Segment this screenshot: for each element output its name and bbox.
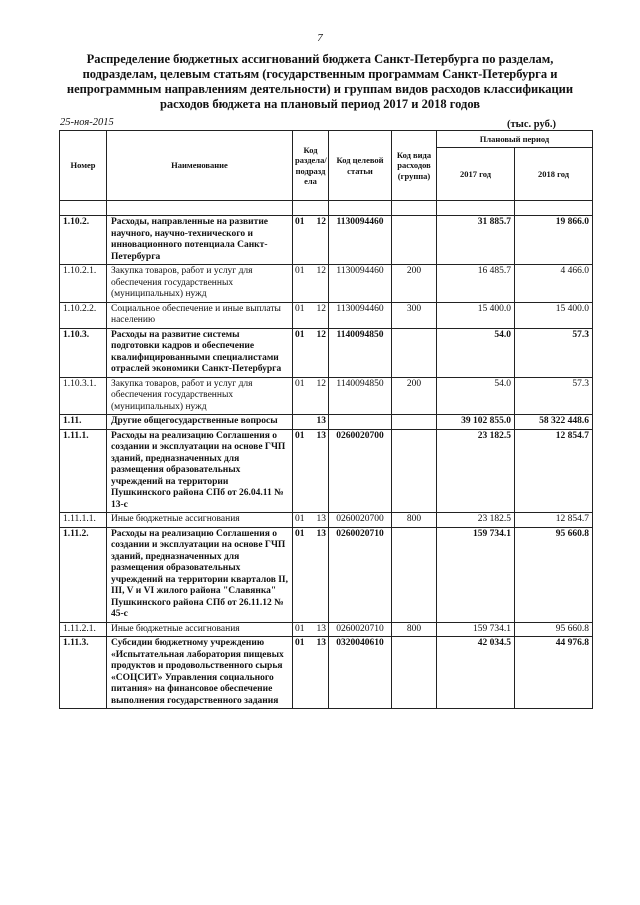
row-2017: 159 734.1 (437, 527, 515, 622)
row-number: 1.10.3.1. (60, 377, 107, 415)
row-razdel (293, 527, 329, 622)
row-vid (392, 415, 437, 430)
row-2018: 95 660.8 (515, 527, 593, 622)
row-name: Другие общегосударственные вопросы (107, 415, 293, 430)
row-stat: 1140094850 (329, 377, 392, 415)
row-razdel-code: 01 (295, 623, 305, 634)
header-vid: Код вида расходов (группа) (392, 131, 437, 201)
row-vid: 800 (392, 622, 437, 637)
row-stat (329, 415, 392, 430)
row-razdel (293, 216, 329, 265)
row-2018: 95 660.8 (515, 622, 593, 637)
row-vid (392, 328, 437, 377)
row-2018: 44 976.8 (515, 637, 593, 709)
row-name: Расходы на реализацию Соглашения о создании и эксплуатации на основе ГЧП зданий, предназначенных для размещения образовательных учреждений на территории Пушкинского района СПб от 26.04.11 № 13-с (107, 429, 293, 513)
row-stat: 0260020710 (329, 527, 392, 622)
row-2018: 19 866.0 (515, 216, 593, 265)
row-name: Расходы, направленные на развитие научного, научно-технического и инновационного потенциала Санкт-Петербурга (107, 216, 293, 265)
row-stat: 1130094460 (329, 265, 392, 303)
header-number: Номер (60, 131, 107, 201)
row-podrazdel-code: 13 (316, 416, 326, 426)
row-number: 1.11.1.1. (60, 513, 107, 528)
row-podrazdel-code: 12 (316, 266, 326, 276)
table-row (60, 429, 593, 513)
row-2017: 23 182.5 (437, 429, 515, 513)
row-razdel-code: 01 (295, 303, 305, 314)
row-vid (392, 637, 437, 709)
row-razdel (293, 513, 329, 528)
table-row (60, 527, 593, 622)
row-2017: 16 485.7 (437, 265, 515, 303)
row-name: Субсидии бюджетному учреждению «Испытательная лаборатория пищевых продуктов и продовольственного сырья «СОЦСИТ» Управления социального питания» на финансовое обеспечение выполнения государственного задания (107, 637, 293, 709)
row-razdel-code: 01 (295, 378, 305, 389)
row-number: 1.10.2.2. (60, 302, 107, 328)
table-row (60, 415, 593, 430)
row-stat: 1130094460 (329, 302, 392, 328)
document-date: 25-ноя-2015 (60, 117, 114, 128)
row-razdel-code: 01 (295, 528, 305, 539)
row-name: Расходы на развитие системы подготовки кадров и обеспечение квалифицированными специалистами отраслей экономики Санкт-Петербурга (107, 328, 293, 377)
table-row (60, 622, 593, 637)
row-number: 1.11. (60, 415, 107, 430)
row-podrazdel-code: 13 (316, 514, 326, 524)
row-razdel-code: 01 (295, 217, 305, 227)
row-2017: 159 734.1 (437, 622, 515, 637)
row-number: 1.11.1. (60, 429, 107, 513)
header-2018: 2018 год (515, 148, 593, 201)
row-2017: 39 102 855.0 (437, 415, 515, 430)
row-number: 1.10.3. (60, 328, 107, 377)
row-podrazdel-code: 13 (316, 430, 326, 441)
row-razdel (293, 265, 329, 303)
row-vid: 800 (392, 513, 437, 528)
row-razdel-code: 01 (295, 430, 305, 441)
row-stat: 0260020700 (329, 513, 392, 528)
table-row (60, 637, 593, 709)
table-row (60, 302, 593, 328)
row-stat: 0260020700 (329, 429, 392, 513)
row-name: Закупка товаров, работ и услуг для обеспечения государственных (муниципальных) нужд (107, 265, 293, 303)
row-name: Иные бюджетные ассигнования (107, 513, 293, 528)
row-razdel-code: 01 (295, 329, 305, 340)
row-2018: 57.3 (515, 328, 593, 377)
row-2017: 31 885.7 (437, 216, 515, 265)
document-title: Распределение бюджетных ассигнований бюджета Санкт-Петербурга по разделам, подразделам, целевым статьям (государственным программам Санкт-Петербурга и непрограммным направлениям деятельности) и группам видов расходов классификации расходов бюджета на плановый период 2017 и 2018 годов (66, 52, 574, 111)
page-number: 7 (317, 32, 323, 44)
header-plan: Плановый период (437, 131, 593, 148)
row-vid (392, 216, 437, 265)
units-label: (тыс. руб.) (507, 119, 556, 130)
header-razdel: Код раздела/ подразд ела (293, 131, 329, 201)
row-stat: 0320040610 (329, 637, 392, 709)
row-2017: 54.0 (437, 328, 515, 377)
row-vid: 300 (392, 302, 437, 328)
row-2017: 23 182.5 (437, 513, 515, 528)
table-row (60, 377, 593, 415)
row-number: 1.10.2.1. (60, 265, 107, 303)
row-podrazdel-code: 12 (316, 217, 326, 227)
row-razdel (293, 328, 329, 377)
row-podrazdel-code: 12 (316, 378, 326, 389)
table-row (60, 265, 593, 303)
row-2018: 4 466.0 (515, 265, 593, 303)
header-stat: Код целевой статьи (329, 131, 392, 201)
row-razdel-code: 01 (295, 514, 305, 524)
row-number: 1.11.3. (60, 637, 107, 709)
row-razdel-code: 01 (295, 638, 305, 648)
row-2017: 54.0 (437, 377, 515, 415)
header-spacer-row (60, 201, 593, 216)
row-2018: 58 322 448.6 (515, 415, 593, 430)
row-podrazdel-code: 13 (316, 638, 326, 648)
row-podrazdel-code: 13 (316, 528, 326, 539)
row-vid (392, 527, 437, 622)
header-2017: 2017 год (437, 148, 515, 201)
table-row (60, 216, 593, 265)
row-podrazdel-code: 12 (316, 303, 326, 314)
row-podrazdel-code: 12 (316, 329, 326, 340)
row-razdel (293, 302, 329, 328)
row-razdel (293, 429, 329, 513)
row-razdel-code: 01 (295, 266, 305, 276)
row-2017: 15 400.0 (437, 302, 515, 328)
table-row (60, 513, 593, 528)
row-razdel (293, 622, 329, 637)
row-number: 1.10.2. (60, 216, 107, 265)
row-2018: 57.3 (515, 377, 593, 415)
row-razdel (293, 377, 329, 415)
row-vid: 200 (392, 377, 437, 415)
row-2018: 12 854.7 (515, 429, 593, 513)
row-vid: 200 (392, 265, 437, 303)
row-podrazdel-code: 13 (316, 623, 326, 634)
row-razdel (293, 637, 329, 709)
row-number: 1.11.2. (60, 527, 107, 622)
row-stat: 0260020710 (329, 622, 392, 637)
row-name: Социальное обеспечение и иные выплаты населению (107, 302, 293, 328)
row-2017: 42 034.5 (437, 637, 515, 709)
row-stat: 1130094460 (329, 216, 392, 265)
row-stat: 1140094850 (329, 328, 392, 377)
header-name: Наименование (107, 131, 293, 201)
row-name: Иные бюджетные ассигнования (107, 622, 293, 637)
row-2018: 15 400.0 (515, 302, 593, 328)
row-number: 1.11.2.1. (60, 622, 107, 637)
row-name: Расходы на реализацию Соглашения о создании и эксплуатации на основе ГЧП зданий, предназначенных для размещения образовательных учреждений на территории кварталов II, III, V и VI жилого района "Славянка" Пушкинского района СПб от 26.11.12 № 45-с (107, 527, 293, 622)
row-name: Закупка товаров, работ и услуг для обеспечения государственных (муниципальных) нужд (107, 377, 293, 415)
row-2018: 12 854.7 (515, 513, 593, 528)
table-row (60, 328, 593, 377)
row-razdel (293, 415, 329, 430)
budget-table (59, 130, 593, 709)
row-vid (392, 429, 437, 513)
